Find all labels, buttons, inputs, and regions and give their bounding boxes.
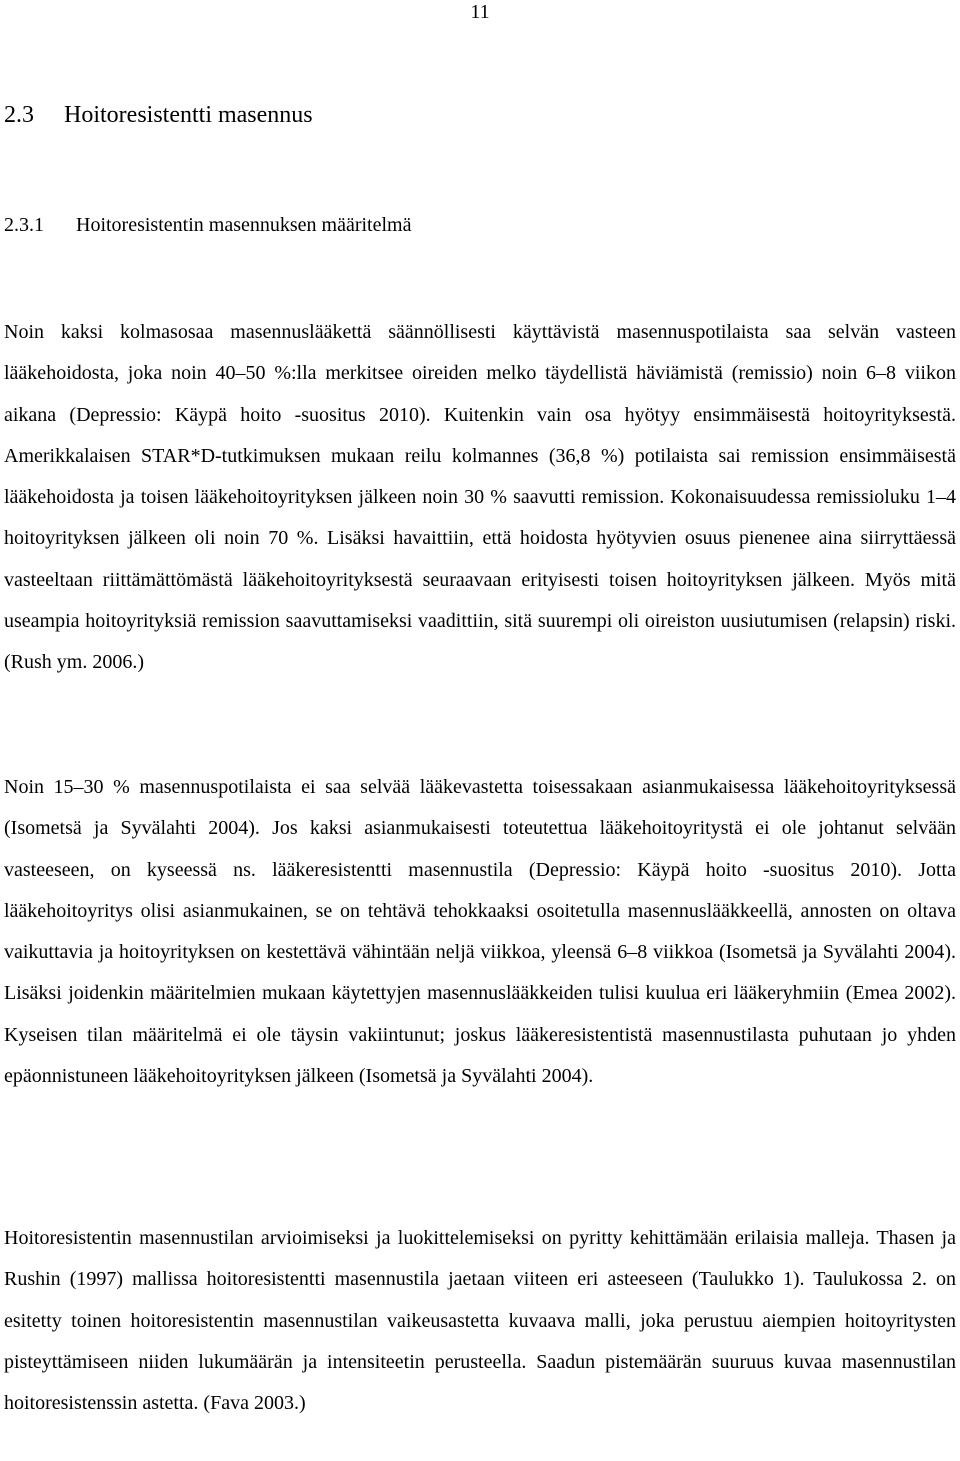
body-paragraph: Noin 15–30 % masennuspotilaista ei saa selvää lääkevastetta toisessakaan asianmukaisessa lääkehoitoyrityksessä (Isometsä ja Syvälahti 2004). Jos kaksi asianmukaisesti toteutettua lääkehoitoyritystä ei ole johtanut selvään vasteeseen, on kyseessä ns. lääkeresistentti masennustila (Depressio: Käypä hoito -suositus 2010). Jotta lääkehoitoyritys olisi asianmukainen, se on tehtävä tehokkaaksi osoitetulla masennuslääkkeellä, annosten on oltava vaikuttavia ja hoitoyrityksen on kestettävä vähintään neljä viikkoa, yleensä 6–8 viikkoa (Isometsä ja Syvälahti 2004). Lisäksi joidenkin määritelmien mukaan käytettyjen masennuslääkkeiden tulisi kuulua eri lääkeryhmiin (Emea 2002). Kyseisen tilan määritelmä ei ole täysin vakiintunut; joskus lääkeresistentistä masennustilasta puhutaan jo yhden epäonnistuneen lääkehoitoyrityksen jälkeen (Isometsä ja Syvälahti 2004). [4,776,956,1088]
body-paragraph: Hoitoresistentin masennustilan arvioimiseksi ja luokittelemiseksi on pyritty kehittämään erilaisia malleja. Thasen ja Rushin (1997) mallissa hoitoresistentti masennustila jaetaan viiteen eri asteeseen (Taulukko 1). Taulukossa 2. on esitetty toinen hoitoresistentin masennustilan vaikeusastetta kuvaava malli, joka perustuu aiempien hoitoyritysten pisteyttämiseen niiden lukumäärän ja intensiteetin perusteella. Saadun pistemäärän suuruus kuvaa masennustilan hoitoresistenssin astetta. (Fava 2003.) [4,1227,956,1415]
section-number: 2.3 [4,102,34,128]
section-title: Hoitoresistentti masennus [64,102,313,128]
subsection-number: 2.3.1 [4,214,44,236]
subsection-title: Hoitoresistentin masennuksen määritelmä [76,214,412,236]
section-heading [4,100,313,130]
body-paragraph: Noin kaksi kolmasosaa masennuslääkettä säännöllisesti käyttävistä masennuspotilaista saa selvän vasteen lääkehoidosta, joka noin 40–50 %:lla merkitsee oireiden melko täydellistä häviämistä (remissio) noin 6–8 viikon aikana (Depressio: Käypä hoito -suositus 2010). Kuitenkin vain osa hyötyy ensimmäisestä hoitoyrityksestä. Amerikkalaisen STAR*D-tutkimuksen mukaan reilu kolmannes (36,8 %) potilaista sai remission ensimmäisestä lääkehoidosta ja toisen lääkehoitoyrityksen jälkeen noin 30 % saavutti remission. Kokonaisuudessa remissioluku 1–4 hoitoyrityksen jälkeen oli noin 70 %. Lisäksi havaittiin, että hoidosta hyötyvien osuus pienenee aina siirryttäessä vasteeltaan riittämättömästä lääkehoitoyrityksestä seuraavaan erityisesti toisen hoitoyrityksen jälkeen. Myös mitä useampia hoitoyrityksiä remission saavuttamiseksi vaadittiin, sitä suurempi oli oireiston uusiutumisen (relapsin) riski. (Rush ym. 2006.) [4,321,956,674]
subsection-heading [4,210,411,240]
page-number: 11 [470,1,490,23]
